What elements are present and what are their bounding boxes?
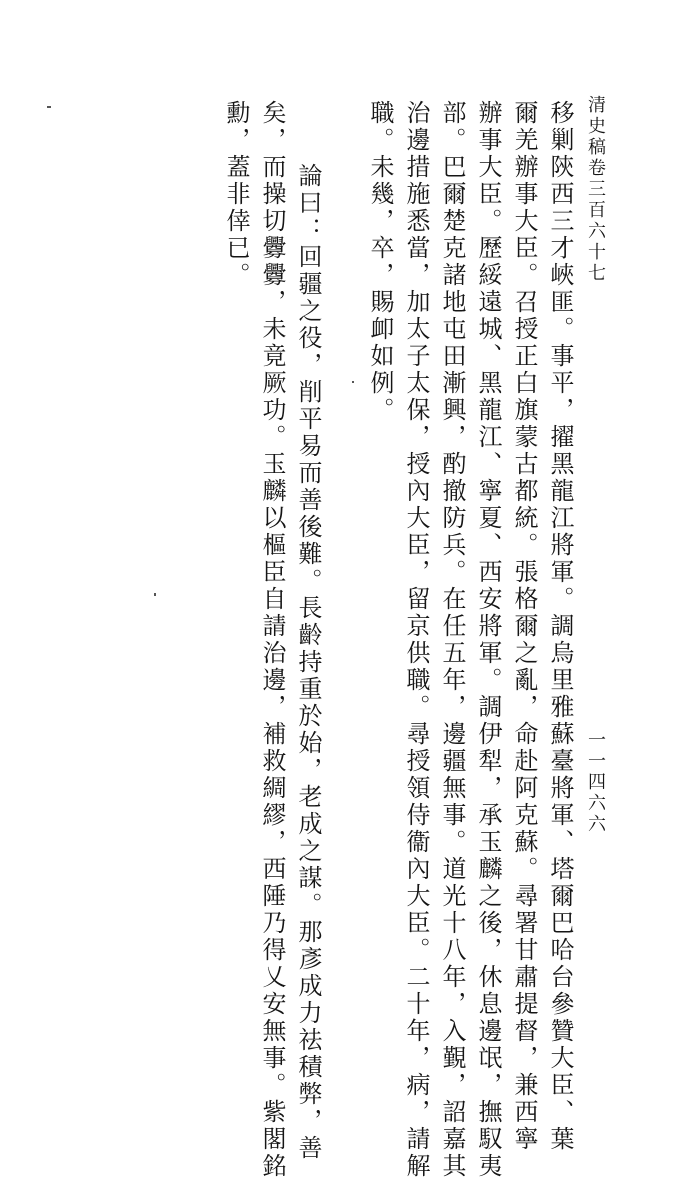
scan-speck — [352, 381, 354, 383]
text-column-8: 論曰：回疆之役，削平易而善後難。長齡持重於始，老成之謀。那彥成力祛積弊，善 — [294, 163, 322, 1162]
text-column-4: 部。巴爾楚克諸地屯田漸興，酌撤防兵。在任五年，邊疆無事。道光十八年，入覲，詔嘉其 — [438, 100, 466, 1180]
running-header-title: 清史稿卷三百六十七 — [585, 95, 606, 284]
page-number: 一一四六六 — [585, 730, 606, 835]
text-column-3: 辦事大臣。歷綏遠城、黑龍江、寧夏、西安將軍。調伊犁，承玉麟之後，休息邊氓，撫馭夷 — [474, 100, 502, 1180]
text-column-5: 治邊措施悉當，加太子太保，授內大臣，留京供職。尋授領侍衞內大臣。二十年，病，請解 — [402, 100, 430, 1180]
scan-speck — [154, 593, 156, 596]
text-column-6: 職。未幾，卒，賜卹如例。 — [366, 100, 394, 424]
text-column-9: 矣，而操切釁釁，未竟厥功。玉麟以樞臣自請治邊，補救綢繆，西陲乃得乂安無事。紫閣銘 — [258, 100, 286, 1180]
scan-speck — [47, 106, 51, 108]
text-column-10: 勳，蓋非倖已。 — [222, 100, 250, 289]
text-column-2: 爾羌辦事大臣。召授正白旗蒙古都統。張格爾之亂，命赴阿克蘇。尋署甘肅提督，兼西寧 — [510, 100, 538, 1153]
text-column-1: 移剿陝西三才峽匪。事平，擢黑龍江將軍。調烏里雅蘇臺將軍、塔爾巴哈台參贊大臣、葉 — [546, 100, 574, 1153]
